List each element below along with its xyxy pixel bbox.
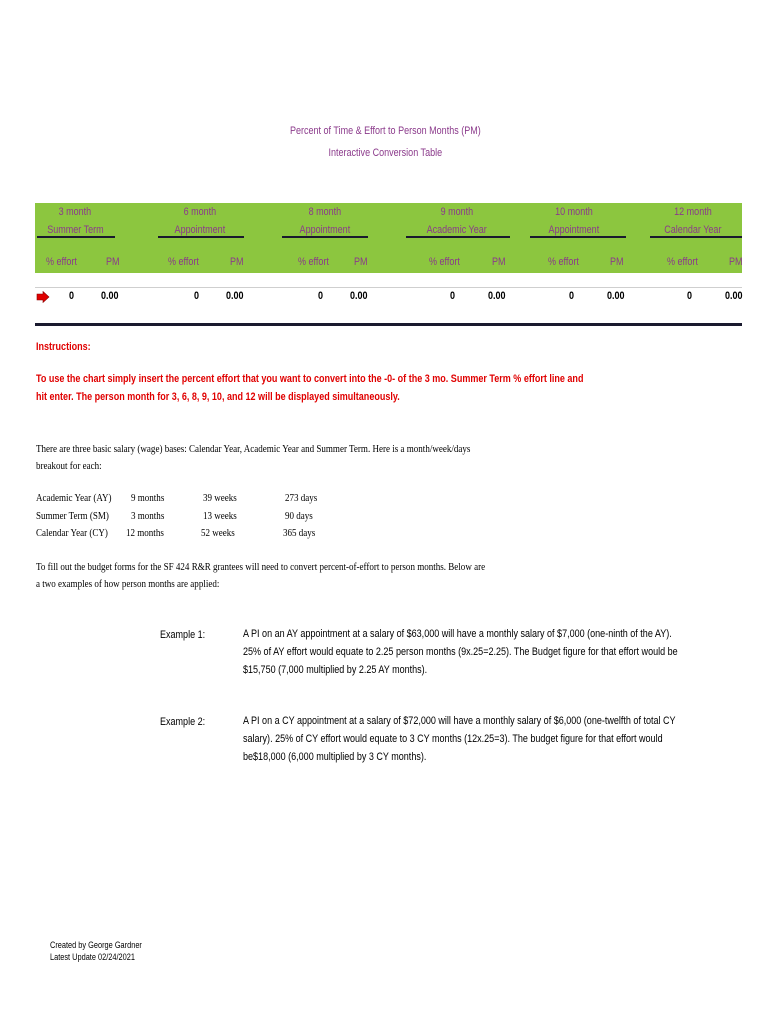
column-header-line1: 3 month — [58, 206, 92, 218]
example-text — [243, 712, 770, 766]
column-header-line2: Calendar Year — [664, 224, 722, 236]
base-weeks: 13 weeks — [203, 510, 237, 522]
column-header-line2: Academic Year — [426, 224, 488, 236]
pm-subheader: PM — [729, 256, 743, 268]
effort-value-6-month: 0 — [194, 290, 200, 302]
effort-subheader: % effort — [298, 256, 329, 268]
effort-subheader: % effort — [548, 256, 579, 268]
table-header-band — [35, 203, 742, 273]
example-line: 25% of AY effort would equate to 2.25 person months (9x.25=2.25). The Budget figure for that effort would be — [243, 646, 678, 658]
base-months: 9 months — [131, 492, 165, 504]
page-subtitle: Interactive Conversion Table — [328, 147, 442, 159]
base-months: 12 months — [126, 527, 164, 539]
column-underline — [530, 236, 626, 238]
column-header-line1: 6 month — [183, 206, 217, 218]
bases-row — [0, 510, 770, 527]
salary-intro-line: There are three basic salary (wage) bases: Calendar Year, Academic Year and Summer Term. Here is a month/week/days — [36, 443, 471, 455]
budget-intro-line: To fill out the budget forms for the SF 424 R&R grantees will need to convert percent-of-effort to person months. Below are — [36, 561, 486, 573]
example-label: Example 1: — [160, 629, 206, 641]
base-days: 273 days — [285, 492, 318, 504]
column-underline — [37, 236, 115, 238]
bases-row — [0, 492, 770, 509]
pm-value-8-month: 0.00 — [350, 290, 368, 302]
column-header-10-month — [524, 203, 624, 239]
base-days: 90 days — [285, 510, 313, 522]
column-header-line2: Summer Term — [46, 224, 104, 236]
example-text — [243, 625, 770, 679]
column-header-line1: 8 month — [308, 206, 342, 218]
column-underline — [282, 236, 368, 238]
example-line: salary). 25% of CY effort would equate to 3 CY months (12x.25=3). The budget figure for that effort would — [243, 733, 663, 745]
effort-subheader: % effort — [667, 256, 698, 268]
effort-input-3-month[interactable]: 0 — [69, 290, 75, 302]
column-header-line2: Appointment — [299, 224, 351, 236]
instructions-line: To use the chart simply insert the percent effort that you want to convert into the -0- of the 3 mo. Summer Term % effort line and — [36, 373, 584, 385]
example-line: A PI on an AY appointment at a salary of $63,000 will have a monthly salary of $7,000 (one-ninth of the AY). — [243, 628, 672, 640]
effort-subheader: % effort — [429, 256, 460, 268]
pm-subheader: PM — [610, 256, 624, 268]
column-header-line2: Appointment — [548, 224, 600, 236]
arrow-right-icon — [36, 291, 50, 303]
footer-update-date: Latest Update 02/24/2021 — [50, 952, 135, 962]
base-days: 365 days — [283, 527, 316, 539]
pm-value-9-month: 0.00 — [488, 290, 506, 302]
column-underline — [158, 236, 244, 238]
pm-value-12-month: 0.00 — [725, 290, 743, 302]
base-months: 3 months — [131, 510, 165, 522]
effort-subheader: % effort — [46, 256, 77, 268]
column-header-8-month — [275, 203, 375, 239]
example-label: Example 2: — [160, 716, 206, 728]
column-underline — [650, 236, 742, 238]
base-weeks: 52 weeks — [201, 527, 235, 539]
effort-subheader: % effort — [168, 256, 199, 268]
page-title: Percent of Time & Effort to Person Months (PM) — [289, 125, 481, 137]
budget-intro-line: a two examples of how person months are applied: — [36, 578, 220, 590]
base-name: Summer Term (SM) — [36, 510, 109, 522]
column-underline — [406, 236, 510, 238]
page-title-block — [0, 120, 770, 164]
column-header-3-month — [25, 203, 125, 239]
column-header-line1: 10 month — [555, 206, 593, 218]
data-row-top-rule — [35, 287, 742, 288]
effort-value-9-month: 0 — [450, 290, 456, 302]
base-weeks: 39 weeks — [203, 492, 237, 504]
column-header-12-month — [643, 203, 743, 239]
pm-subheader: PM — [106, 256, 120, 268]
pm-value-6-month: 0.00 — [226, 290, 244, 302]
base-name: Calendar Year (CY) — [36, 527, 108, 539]
base-name: Academic Year (AY) — [36, 492, 112, 504]
column-header-line1: 9 month — [440, 206, 474, 218]
pm-subheader: PM — [354, 256, 368, 268]
pm-subheader: PM — [230, 256, 244, 268]
column-header-line1: 12 month — [674, 206, 712, 218]
data-row-bottom-rule — [35, 323, 742, 326]
pm-value-3-month: 0.00 — [101, 290, 119, 302]
pm-subheader: PM — [492, 256, 506, 268]
effort-value-10-month: 0 — [569, 290, 575, 302]
column-header-line2: Appointment — [174, 224, 226, 236]
footer-author: Created by George Gardner — [50, 940, 142, 950]
effort-value-8-month: 0 — [318, 290, 324, 302]
column-header-9-month — [407, 203, 507, 239]
instructions-line: hit enter. The person month for 3, 6, 8, 9, 10, and 12 will be displayed simultaneously. — [36, 391, 400, 403]
effort-value-12-month: 0 — [687, 290, 693, 302]
salary-intro-line: breakout for each: — [36, 460, 102, 472]
column-header-6-month — [150, 203, 250, 239]
instructions-label: Instructions: — [36, 341, 91, 353]
example-line: be$18,000 (6,000 multiplied by 3 CY months). — [243, 751, 427, 763]
bases-row — [0, 527, 770, 544]
example-line: $15,750 (7,000 multiplied by 2.25 AY months). — [243, 664, 428, 676]
example-line: A PI on a CY appointment at a salary of $72,000 will have a monthly salary of $6,000 (one-twelfth of total CY — [243, 715, 676, 727]
pm-value-10-month: 0.00 — [607, 290, 625, 302]
